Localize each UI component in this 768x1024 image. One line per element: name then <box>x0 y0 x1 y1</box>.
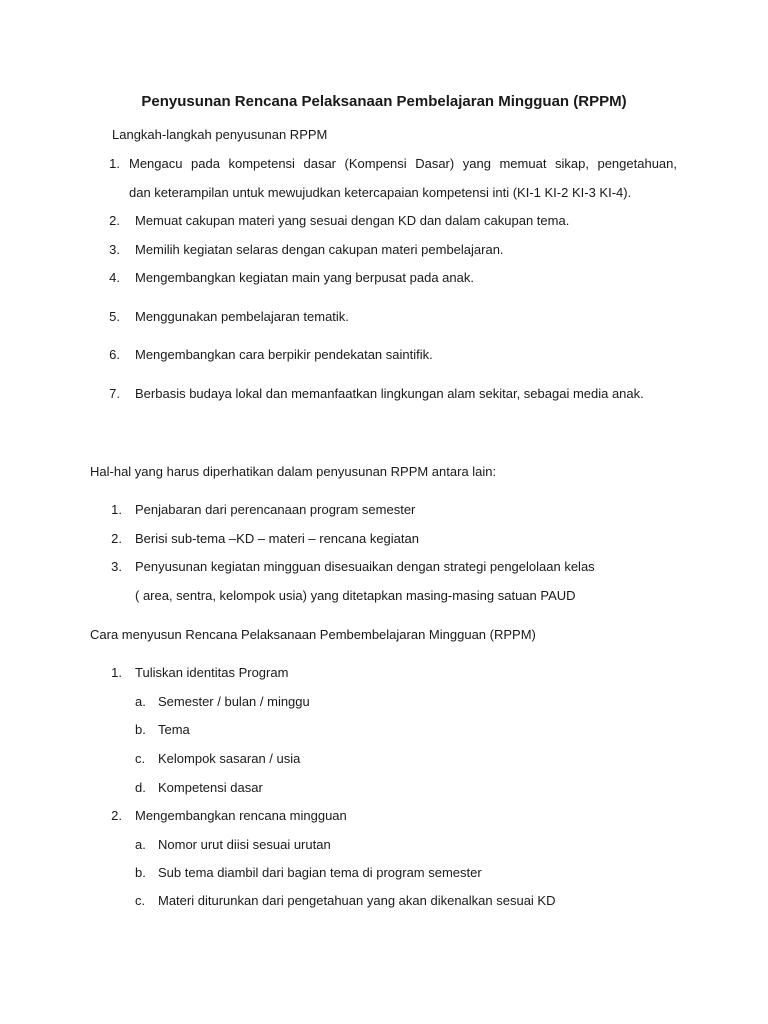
list-number: 3. <box>109 242 120 257</box>
sub-list-letter: a. <box>135 694 146 709</box>
sub-list-item: Sub tema diambil dari bagian tema di program semester <box>158 865 482 880</box>
section1-heading: Langkah-langkah penyusunan RPPM <box>112 127 328 142</box>
sub-list-item: Nomor urut diisi sesuai urutan <box>158 837 331 852</box>
list-item-text: Memilih kegiatan selaras dengan cakupan materi pembelajaran. <box>135 242 504 257</box>
list-item-text: Berisi sub-tema –KD – materi – rencana kegiatan <box>135 531 419 546</box>
list-item-text: Mengembangkan rencana mingguan <box>135 808 347 823</box>
list-item-text-continued: ( area, sentra, kelompok usia) yang ditetapkan masing-masing satuan PAUD <box>135 588 576 603</box>
list-number: 4. <box>109 270 120 285</box>
list-item-text-continued: dan keterampilan untuk mewujudkan ketercapaian kompetensi inti (KI-1 KI-2 KI-3 KI-4). <box>129 185 632 200</box>
sub-list-item: Tema <box>158 722 190 737</box>
list-item-text: Mengembangkan cara berpikir pendekatan saintifik. <box>135 347 433 362</box>
list-number: 2. <box>111 531 122 546</box>
list-item-text: Mengembangkan kegiatan main yang berpusat pada anak. <box>135 270 474 285</box>
list-item-text: Penyusunan kegiatan mingguan disesuaikan dengan strategi pengelolaan kelas <box>135 559 595 574</box>
sub-list-letter: d. <box>135 780 146 795</box>
list-number: 1. <box>111 502 122 517</box>
list-number: 3. <box>111 559 122 574</box>
section3-heading: Cara menyusun Rencana Pelaksanaan Pembembelajaran Mingguan (RPPM) <box>90 627 536 642</box>
sub-list-letter: c. <box>135 893 146 908</box>
sub-list-item: Semester / bulan / minggu <box>158 694 310 709</box>
sub-list-letter: b. <box>135 722 146 737</box>
section2-heading: Hal-hal yang harus diperhatikan dalam penyusunan RPPM antara lain: <box>90 464 497 479</box>
list-number: 2. <box>111 808 122 823</box>
list-number: 1. <box>109 156 120 171</box>
list-item-text: Berbasis budaya lokal dan memanfaatkan lingkungan alam sekitar, sebagai media anak. <box>135 386 644 401</box>
document-title: Penyusunan Rencana Pelaksanaan Pembelajaran Mingguan (RPPM) <box>141 93 627 110</box>
sub-list-item: Kompetensi dasar <box>158 780 263 795</box>
sub-list-item: Kelompok sasaran / usia <box>158 751 301 766</box>
list-item-text: Memuat cakupan materi yang sesuai dengan KD dan dalam cakupan tema. <box>135 213 570 228</box>
sub-list-letter: a. <box>135 837 146 852</box>
list-number: 1. <box>111 665 122 680</box>
sub-list-item: Materi diturunkan dari pengetahuan yang akan dikenalkan sesuai KD <box>158 893 556 908</box>
list-number: 2. <box>109 213 120 228</box>
list-number: 5. <box>109 309 120 324</box>
list-item-text: Penjabaran dari perencanaan program semester <box>135 502 416 517</box>
sub-list-letter: b. <box>135 865 146 880</box>
list-item-text: Mengacu pada kompetensi dasar (Kompensi Dasar) yang memuat sikap, pengetahuan, <box>129 156 677 171</box>
list-item-text: Tuliskan identitas Program <box>135 665 289 680</box>
list-number: 6. <box>109 347 120 362</box>
list-item-text: Menggunakan pembelajaran tematik. <box>135 309 349 324</box>
sub-list-letter: c. <box>135 751 146 766</box>
list-number: 7. <box>109 386 120 401</box>
